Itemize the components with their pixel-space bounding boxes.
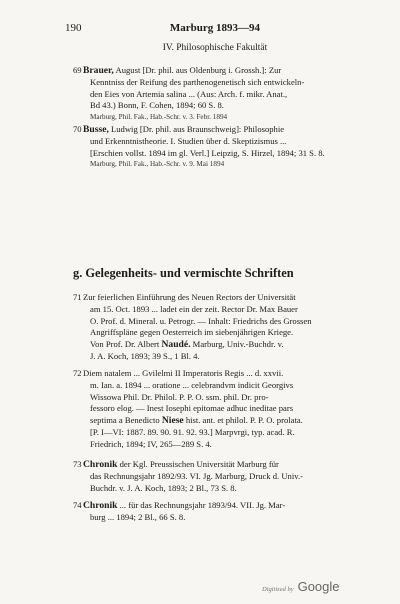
- text-run: Friedrich, 1894; IV, 265—289 S. 4.: [90, 438, 212, 449]
- author-name: Niese: [161, 415, 184, 427]
- text-run: Marburg, Univ.-Buchdr. v.: [190, 339, 284, 350]
- entry-line: [83, 427, 365, 439]
- entry-line: [83, 65, 365, 77]
- text-run: m. Ian. a. 1894 ... oratione ... celebrandvm indicit Georgivs: [90, 379, 294, 390]
- section-heading: g. Gelegenheits- und vermischte Schriften: [73, 266, 294, 280]
- bibliography-entry: [65, 65, 365, 123]
- entry-line: [83, 100, 365, 112]
- running-title: Marburg 1893—94: [169, 22, 261, 34]
- text-run: Zur feierlichen Einführung des Neuen Rectors der Universität: [83, 292, 296, 302]
- text-run: der Kgl. Preussischen Universität Marburg für: [117, 459, 279, 469]
- bibliography-entry: [65, 500, 365, 524]
- text-run: Bd 43.) Bonn, F. Cohen, 1894; 60 S. 8.: [90, 100, 224, 111]
- entry-text: [83, 368, 365, 451]
- entry-number: 71: [73, 292, 82, 302]
- entry-number: 73: [73, 459, 82, 469]
- text-run: Kenntniss der Reifung des parthenogenetisch sich entwickeln-: [90, 76, 305, 87]
- text-run: hist. ant. et philol. P. P. O. prolata.: [183, 415, 303, 426]
- entry-number: 70: [73, 124, 82, 134]
- bibliography-entry: [65, 124, 365, 170]
- entry-line: [83, 403, 365, 415]
- text-run: August [Dr. phil. aus Oldenburg i. Grossh.]: Zur: [113, 65, 282, 75]
- entry-line: [83, 316, 365, 328]
- entry-line: [83, 304, 365, 316]
- bibliography-entry: [65, 459, 365, 494]
- text-run: septima a Benedicto: [90, 415, 162, 426]
- text-run: Angriffspläne gegen Oesterreich im siebenjährigen Kriege.: [90, 327, 294, 338]
- author-name: Chronik: [83, 459, 118, 470]
- entry-note: Marburg, Phil. Fak., Hab.-Schr. v. 3. Febr. 1894: [90, 113, 228, 122]
- entry-line: [83, 500, 365, 512]
- text-run: O. Prof. d. Mineral. u. Petrogr. — Inhalt: Friedrichs des Grossen: [90, 315, 312, 326]
- text-run: [Erschien vollst. 1894 im gl. Verl.] Leipzig, S. Hirzel, 1894; 31 S. 8.: [90, 147, 325, 158]
- entry-text: [83, 65, 365, 123]
- entry-text: [83, 292, 365, 363]
- text-run: Buchdr. v. J. A. Koch, 1893; 2 Bl., 73 S. 8.: [90, 482, 237, 493]
- entry-line: [83, 512, 365, 524]
- entry-line: [83, 89, 365, 101]
- entry-text: [83, 459, 365, 494]
- text-run: den Eies von Artemia salina ... (Aus: Arch. f. mikr. Anat.,: [90, 88, 288, 99]
- digitization-mark: [262, 578, 340, 596]
- entry-line: [83, 351, 365, 363]
- entry-number: 72: [73, 368, 82, 378]
- entry-line: [83, 459, 365, 471]
- entry-line: [83, 483, 365, 495]
- google-logo: Google: [297, 579, 340, 594]
- author-name: Brauer,: [83, 65, 114, 76]
- text-run: burg ... 1894; 2 Bl., 66 S. 8.: [90, 511, 186, 522]
- author-name: Naudé.: [161, 339, 191, 351]
- entry-line: [83, 148, 365, 160]
- entry-number: 69: [73, 65, 82, 75]
- text-run: ... für das Rechnungsjahr 1893/94. VII. Jg. Mar-: [117, 500, 286, 510]
- entry-line: [83, 124, 365, 136]
- entry-text: [83, 124, 365, 170]
- digitized-text: Digitized by: [262, 586, 294, 593]
- text-run: das Rechnungsjahr 1892/93. VI. Jg. Marburg, Druck d. Univ.-: [90, 470, 303, 481]
- entry-note: Marburg, Phil. Fak., Hab.-Schr. v. 9. Mai 1894: [90, 160, 225, 169]
- entry-line: [83, 136, 365, 148]
- entry-line: [83, 292, 365, 304]
- entry-line: [83, 77, 365, 89]
- entry-number: 74: [73, 500, 82, 510]
- entry-line: [83, 439, 365, 451]
- bibliography-entry: [65, 368, 365, 451]
- text-run: [P. I—VI: 1887. 89. 90. 91. 92. 93.] Marpvrgi, typ. acad. R.: [90, 426, 295, 437]
- text-run: Von Prof. Dr. Albert: [90, 339, 162, 350]
- author-name: Busse,: [83, 124, 109, 135]
- entry-line: [83, 368, 365, 380]
- text-run: am 15. Oct. 1893 ... ladet ein der zeit. Rector Dr. Max Bauer: [90, 303, 298, 314]
- text-run: und Erkenntnistheorie. I. Studien über d. Skeptizismus ...: [90, 135, 287, 146]
- entry-line: [83, 380, 365, 392]
- text-run: Wissowa Phil. Dr. Philol. P. P. O. ssm. phil. Dr. pro-: [90, 391, 269, 402]
- entry-line: [83, 339, 365, 351]
- page-number: 190: [65, 22, 82, 34]
- bibliography-entry: [65, 292, 365, 363]
- entry-line: [83, 392, 365, 404]
- entry-text: [83, 500, 365, 524]
- text-run: Ludwig [Dr. phil. aus Braunschweig]: Philosophie: [108, 124, 285, 134]
- section-title: IV. Philosophische Fakultät: [162, 43, 268, 53]
- page-header: [65, 22, 365, 38]
- entry-line: [83, 327, 365, 339]
- author-name: Chronik: [83, 500, 118, 511]
- text-run: J. A. Koch, 1893; 39 S., 1 Bl. 4.: [90, 350, 200, 361]
- entry-line: [83, 415, 365, 427]
- text-run: Diem natalem ... Gvilelmi II Imperatoris Regis ... d. xxvii.: [83, 368, 284, 378]
- text-run: fessoro elog. — Inest Iosephi epitomae adhuc ineditae pars: [90, 403, 294, 414]
- entry-line: [83, 471, 365, 483]
